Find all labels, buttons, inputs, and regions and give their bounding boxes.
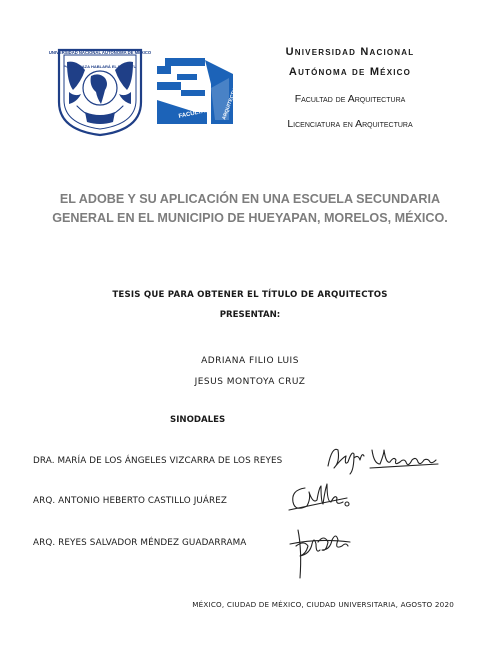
author-name: ADRIANA FILIO LUIS [201, 356, 299, 366]
logo-text-faculty: FACULTAD [178, 107, 211, 120]
sinodal-name: ARQ. ANTONIO HEBERTO CASTILLO JUÁREZ [33, 496, 228, 506]
unam-seal-icon [48, 42, 152, 137]
signature-2-icon [287, 480, 357, 516]
sinodales-heading: SINODALES [170, 415, 226, 425]
thesis-title [40, 190, 460, 228]
thesis-title-line2: GENERAL EN EL MUNICIPIO DE HUEYAPAN, MORELOS, MÉXICO. [52, 211, 448, 225]
logo-text-architecture: ARQUITECTURA [221, 81, 241, 121]
seal-motto-text: POR MI RAZA HABLARÁ EL ESPÍRITU [63, 64, 137, 69]
degree-program: Licenciatura en Arquitectura [287, 118, 413, 130]
signature-1-icon [324, 440, 440, 476]
thesis-purpose: TESIS QUE PARA OBTENER EL TÍTULO DE ARQUITECTOS [112, 290, 388, 300]
faculty-name: Facultad de Arquitectura [294, 93, 406, 105]
sinodal-name: ARQ. REYES SALVADOR MÉNDEZ GUADARRAMA [33, 538, 247, 548]
place-and-date: MÉXICO, CIUDAD DE MÉXICO, CIUDAD UNIVERSITARIA, AGOSTO 2020 [192, 600, 454, 609]
sinodal-name: DRA. MARÍA DE LOS ÁNGELES VIZCARRA DE LOS REYES [33, 456, 283, 466]
university-name-line2: Autónoma de México [288, 66, 412, 78]
signature-3-icon [288, 520, 352, 580]
author-name: JESUS MONTOYA CRUZ [194, 377, 306, 387]
seal-top-text: UNIVERSIDAD NACIONAL AUTÓNOMA DE MÉXICO [48, 50, 152, 55]
presented-by-label: PRESENTAN: [219, 310, 281, 320]
faculty-architecture-logo-icon [155, 56, 241, 126]
university-name-line1: Universidad Nacional [285, 46, 415, 58]
thesis-title-line1: EL ADOBE Y SU APLICACIÓN EN UNA ESCUELA SECUNDARIA [59, 192, 441, 206]
